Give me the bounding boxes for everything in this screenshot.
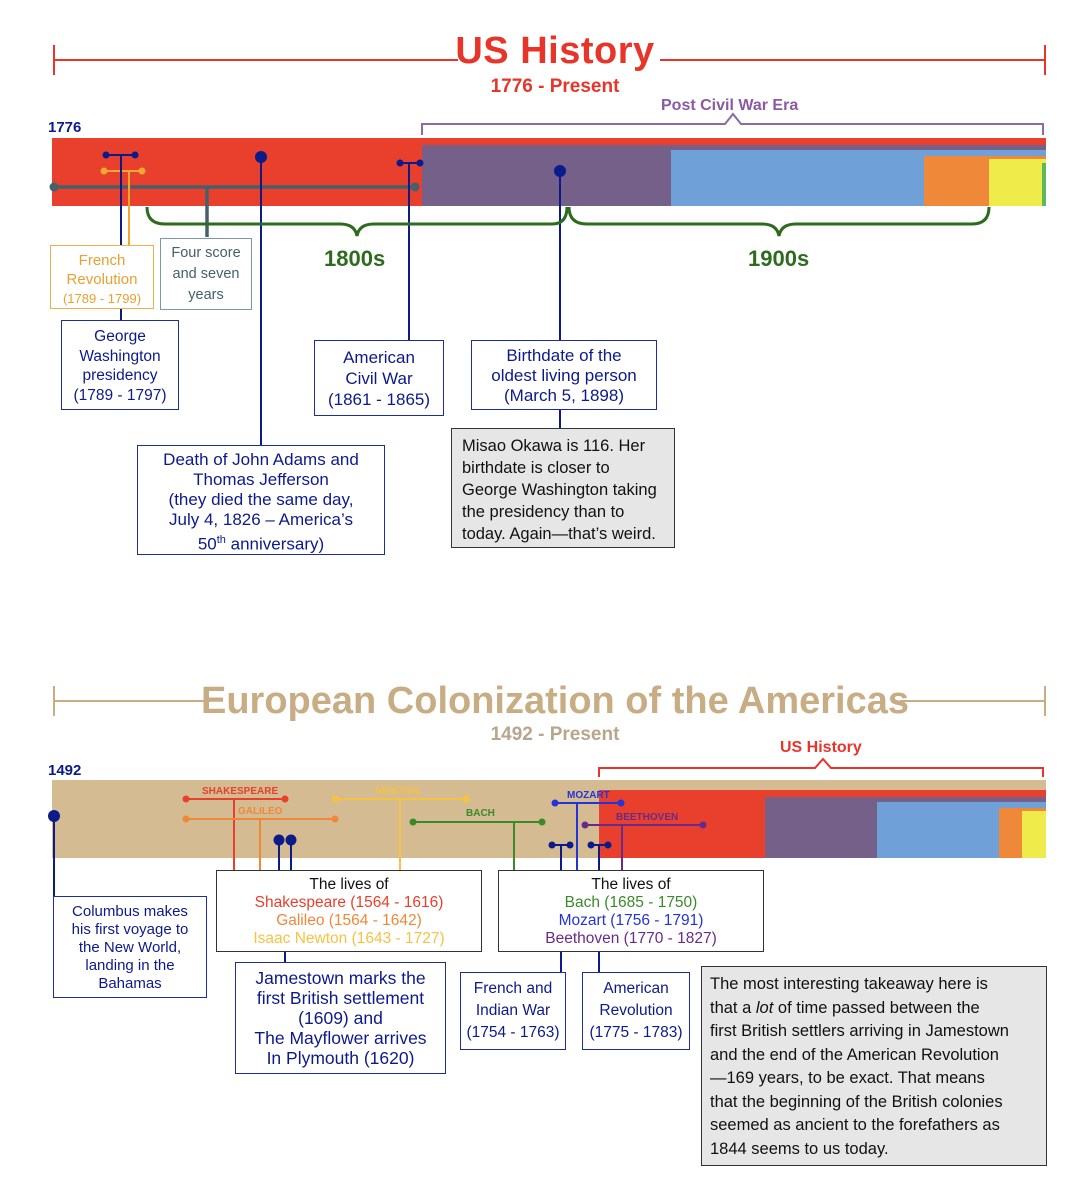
- jamestown-box: Jamestown marks the first British settlement (1609) and The Mayflower arrives In Plymouth (1620): [235, 962, 446, 1074]
- us-bar-green: [1042, 163, 1046, 206]
- adams-jefferson-box: Death of John Adams and Thomas Jefferson (they died the same day, July 4, 1826 – America’s 50th anniversary): [137, 445, 385, 555]
- french-revolution-box: French Revolution (1789 - 1799): [50, 245, 154, 309]
- french-indian-war-box: French and Indian War (1754 - 1763): [460, 972, 566, 1050]
- post-civil-war-bracket: [422, 114, 1043, 135]
- lives-box-1: The lives of Shakespeare (1564 - 1616) Galileo (1564 - 1642) Isaac Newton (1643 - 1727): [216, 870, 482, 952]
- okawa-note: Misao Okawa is 116. Her birthdate is closer to George Washington taking the presidency than to today. Again—that’s weird.: [451, 428, 675, 548]
- eu-colonization-title: European Colonization of the Americas: [200, 680, 909, 722]
- post-civil-war-label: Post Civil War Era: [661, 97, 799, 114]
- eu-bar-yellow: [1022, 811, 1046, 858]
- bach-label: BACH: [466, 808, 495, 819]
- brace-1900s: [569, 207, 989, 236]
- us-history-title: US History: [455, 30, 655, 72]
- eu-start-year: 1492: [48, 762, 82, 779]
- galileo-label: GALILEO: [238, 806, 283, 817]
- brace-1800s: [147, 207, 567, 236]
- label-1900s: 1900s: [748, 246, 810, 271]
- civil-war-box: American Civil War (1861 - 1865): [314, 340, 444, 416]
- newton-label: NEWTON: [375, 786, 420, 797]
- label-1800s: 1800s: [324, 246, 386, 271]
- us-bar-yellow: [989, 159, 1046, 206]
- oldest-person-box: Birthdate of the oldest living person (March 5, 1898): [471, 340, 657, 410]
- washington-box: George Washington presidency (1789 - 1797): [61, 320, 179, 410]
- us-start-year: 1776: [48, 119, 82, 136]
- columbus-box: Columbus makes his first voyage to the New World, landing in the Bahamas: [53, 896, 207, 998]
- takeaway-note: The most interesting takeaway here is that a lot of time passed between the first British settlers arriving in Jamestown and the end of the American Revolution —169 years, to be exact. That means that the beginning of the British colonies seemed as ancient to the forefathers as 1844 seems to us today.: [701, 966, 1047, 1166]
- us-history-bracket: [599, 759, 1043, 777]
- us-history-range: 1776 - Present: [490, 76, 620, 97]
- beethoven-label: BEETHOVEN: [616, 812, 679, 823]
- mozart-label: MOZART: [567, 790, 610, 801]
- us-history-sublabel: US History: [780, 739, 862, 756]
- american-revolution-box: American Revolution (1775 - 1783): [582, 972, 690, 1050]
- shakespeare-label: SHAKESPEARE: [202, 786, 279, 797]
- eu-colonization-range: 1492 - Present: [490, 724, 620, 745]
- four-score-box: Four score and seven years: [160, 238, 252, 310]
- lives-box-2: The lives of Bach (1685 - 1750) Mozart (1756 - 1791) Beethoven (1770 - 1827): [498, 870, 764, 952]
